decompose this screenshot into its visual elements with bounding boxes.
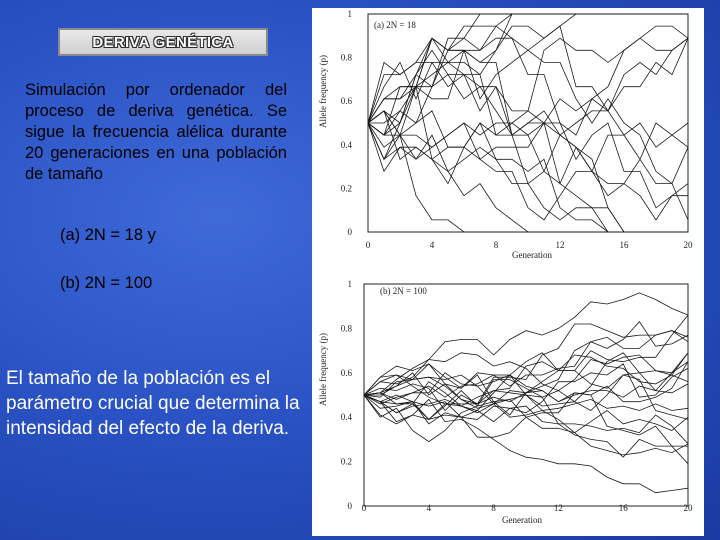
panel-a-xtick-label: 16 [619,240,629,250]
panel-a-ylabel: Allele frequency (p) [318,55,328,128]
panel-b-ytick-label: 0.6 [340,367,352,378]
panel-b-xtick-label: 0 [361,503,367,513]
description-paragraph: Simulación por ordenador del proceso de deriva genética. Se sigue la frecuencia alélica durante 20 generaciones en una población de tamaño [25,81,287,183]
panel-b-xtick-label: 16 [618,503,628,513]
slide-title: DERIVA GENÉTICA [92,33,234,51]
panel-a-trajectory [368,50,688,232]
panel-b-trajectory [364,315,688,397]
title-box [58,28,268,56]
panel-a-ytick-label: 0 [347,227,352,237]
panel-b-trajectory [364,322,688,400]
panel-b-trajectory [364,375,688,413]
panel-a-trajectory [368,111,688,220]
panel-b [318,279,693,525]
panel-a-ytick-label: 1 [347,9,352,19]
panel-b-ytick-label: 0.2 [340,456,352,467]
drift-simulation-figure [312,8,704,536]
panel-a-label: (a) 2N = 18 [374,20,416,30]
panel-b-trajectory [364,373,688,455]
panel-b-ytick-label: 0.4 [340,412,352,423]
panel-b-xtick-label: 12 [553,503,563,513]
panel-b-ylabel: Allele frequency (p) [318,333,328,406]
panel-a-xlabel: Generation [512,250,552,260]
figure-svg [312,8,704,536]
panel-a-trajectory [368,14,688,123]
panel-b-ytick-label: 0.8 [340,323,352,334]
panel-b-trajectory [364,380,688,458]
panel-a [318,9,693,260]
panel-a-ytick-label: 0.4 [340,139,352,150]
panel-b-trajectory [364,395,688,493]
panel-b-label: (b) 2N = 100 [380,286,427,296]
panel-b-xlabel: Generation [502,515,542,525]
panel-a-trajectory [368,123,688,232]
panel-b-trajectory [364,384,688,422]
panel-a-xtick-label: 12 [555,240,565,250]
panel-b-xtick-label: 8 [491,503,496,513]
panel-b-trajectory [364,331,688,413]
panel-b-xtick-label: 4 [426,503,432,513]
panel-a-xtick-label: 20 [683,240,693,250]
panel-a-trajectory [368,123,688,232]
conclusion-text: El tamaño de la población es el parámetro crucial que determina la intensidad del efecto de la deriva. [6,368,300,439]
panel-a-trajectories [368,14,688,232]
label-panel-a: (a) 2N = 18 y [60,226,156,244]
panel-b-ytick-label: 0 [347,501,352,511]
panel-b-ytick-label: 1 [347,279,352,289]
panel-b-xtick-label: 20 [683,503,693,513]
panel-a-trajectory [368,14,688,123]
panel-a-xtick-label: 0 [365,240,371,250]
panel-a-ytick-label: 0.6 [340,96,352,107]
panel-a-xtick-label: 4 [429,240,435,250]
panel-a-ytick-label: 0.8 [340,52,352,63]
panel-a-trajectory [368,26,688,208]
panel-a-trajectory [368,50,688,232]
panel-a-ytick-label: 0.2 [340,183,352,194]
label-panel-b: (b) 2N = 100 [60,274,153,292]
panel-a-xtick-label: 8 [493,240,499,250]
panel-a-ticks [341,9,693,250]
panel-a-trajectory [368,123,688,232]
panel-b-trajectories [364,293,688,493]
